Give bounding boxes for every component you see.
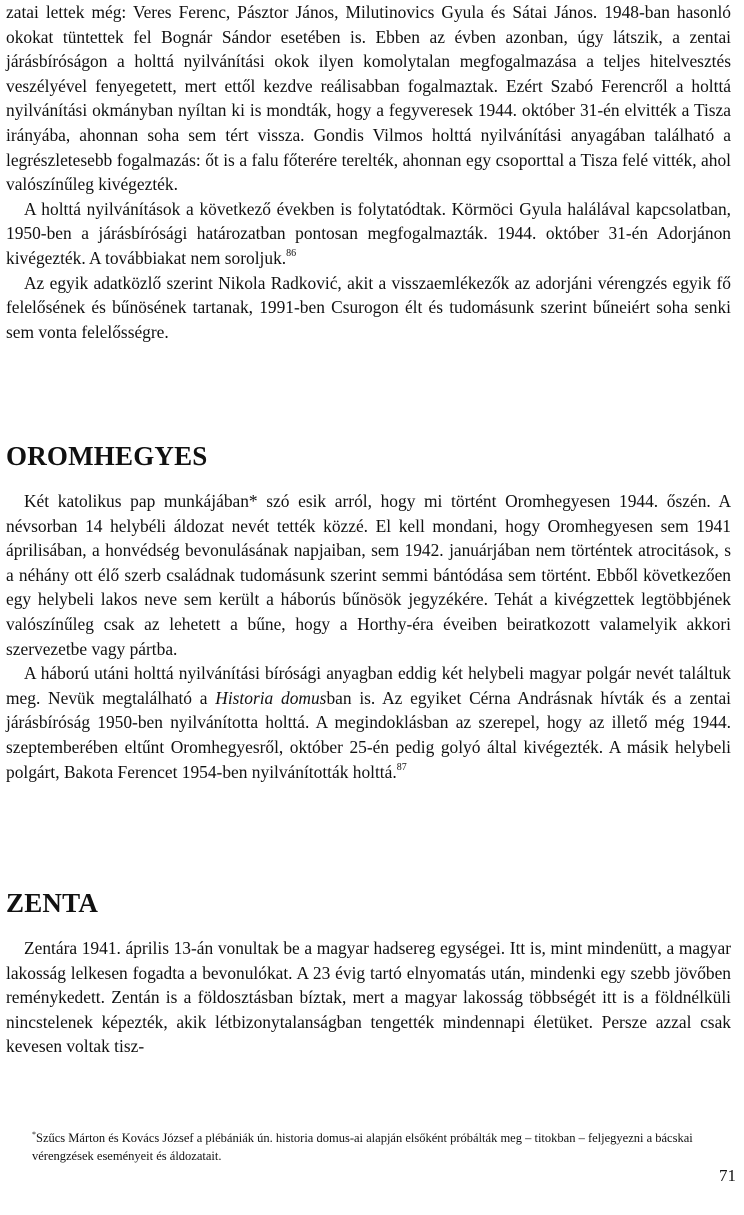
footnote-marker: * xyxy=(32,1130,36,1139)
paragraph: Zentára 1941. április 13-án vonultak be a magyar hadsereg egységei. Itt is, mint mindenütt, a magyar lakosság lelkesen fogadta a bevonulókat. A 23 évig tartó elnyomatás után, mindenki egy szebb jövőben reménykedett. Zentán is a földosztásban bíztak, mert a magyar lakosság többségét itt is a földnélküli nincstelenek képezték, akik létbizonytalanságban tengették mindennapi életüket. Persze azzal csak kevesen voltak tisz- xyxy=(6,938,731,1057)
paragraph: Az egyik adatközlő szerint Nikola Radković, akit a visszaemlékezők az adorjáni vérengzés egyik fő felelősének és bűnösének tartanak, 1991-ben Csurogon élt és tudomásunk szerint bűneiért soha senki sem vonta felelősségre. xyxy=(6,272,731,342)
paragraph-text: ban is. Az egyiket Cérna Andrásnak hívták és a zentai járásbíróság 1950-ben nyilvánította holttá. A megindoklásban az szerepel, hogy az illető még 1944. szeptemberében eltűnt Oromhegyesről, október 25-én pedig golyó által kivégezték. A másik helybeli polgárt, Bakota Ferencet 1954-ben nyilvánították holttá. xyxy=(6,687,732,782)
footnote xyxy=(32,1129,712,1165)
paragraph-text: A holttá nyilvánítások a következő években is folytatódtak. Körmöci Gyula halálával kapcsolatban, 1950-ben a járásbírósági határozatban pontosan megfogalmazták. 1944. október 31-én Adorjánon kivégezték. A továbbiakat nem soroljuk. xyxy=(6,198,731,268)
paragraph: Két katolikus pap munkájában* szó esik arról, hogy mi történt Oromhegyesen 1944. őszén. A névsorban 14 helybéli áldozat nevét tették közzé. El kell mondani, hogy Oromhegyesen sem 1941 áprilisában, a honvédség bevonulásának napjaiban, sem 1942. januárjában nem történtek atrocitások, s a néhány ott élő szerb családnak tudomásunk szerint semmi bántódása sem történt. Ebből következően egy helybeli lakos neve sem került a háborús bűnösök jegyzékére. Tehát a kivégzettek legtöbbjének valószínűleg csak az lehetett a bűne, hogy a Horthy-éra éveiben beiratkozott valamelyik akkori szervezetbe vagy pártba. xyxy=(6,491,731,659)
footnote-text: Szűcs Márton és Kovács József a plébániák ún. historia domus-ai alapján elsőként próbálták meg – titokban – feljegyezni a bácskai vérengzések eseményeit és áldozatait. xyxy=(32,1131,693,1163)
footnote-reference: 87 xyxy=(396,761,407,773)
italic-title: Historia domus xyxy=(215,687,327,708)
footnote-reference: 86 xyxy=(286,247,297,259)
paragraph-text: A háború utáni holttá nyilvánítási bírósági anyagban eddig két helybeli magyar polgár nevét találtuk meg. Nevük megtalálható a xyxy=(6,663,731,708)
oromhegyes-section xyxy=(6,489,731,784)
intro-block xyxy=(6,0,731,344)
section-heading-oromhegyes: OROMHEGYES xyxy=(6,441,208,471)
paragraph xyxy=(6,197,731,271)
paragraph xyxy=(6,661,731,784)
paragraph: zatai lettek még: Veres Ferenc, Pásztor János, Milutinovics Gyula és Sátai János. 1948-ban hasonló okokat tüntettek fel Bognár Sándor esetében is. Ebben az évben azonban, úgy látszik, a zentai járásbíróságon a holttá nyilvánítási okok ilyen komolytalan megfogalmazása a teljes hitelvesztés veszélyével fenyegetett, mert ettől kezdve reálisabban fogalmaztak. Ezért Szabó Ferencről a holttá nyilvánítási okmányban nyíltan ki is mondták, hogy a fegyveresek 1944. október 31-én elvitték a Tisza irányába, ahonnan soha sem tért vissza. Gondis Vilmos holttá nyilvánítási anyagában található a legrészletesebb fogalmazás: őt is a falu főterére terelték, ahonnan egy csoporttal a Tisza felé vitték, ahol valószínűleg kivégezték. xyxy=(6,2,731,195)
zenta-section xyxy=(6,936,731,1059)
page-number: 71 xyxy=(719,1166,736,1185)
section-heading-zenta: ZENTA xyxy=(6,888,99,918)
